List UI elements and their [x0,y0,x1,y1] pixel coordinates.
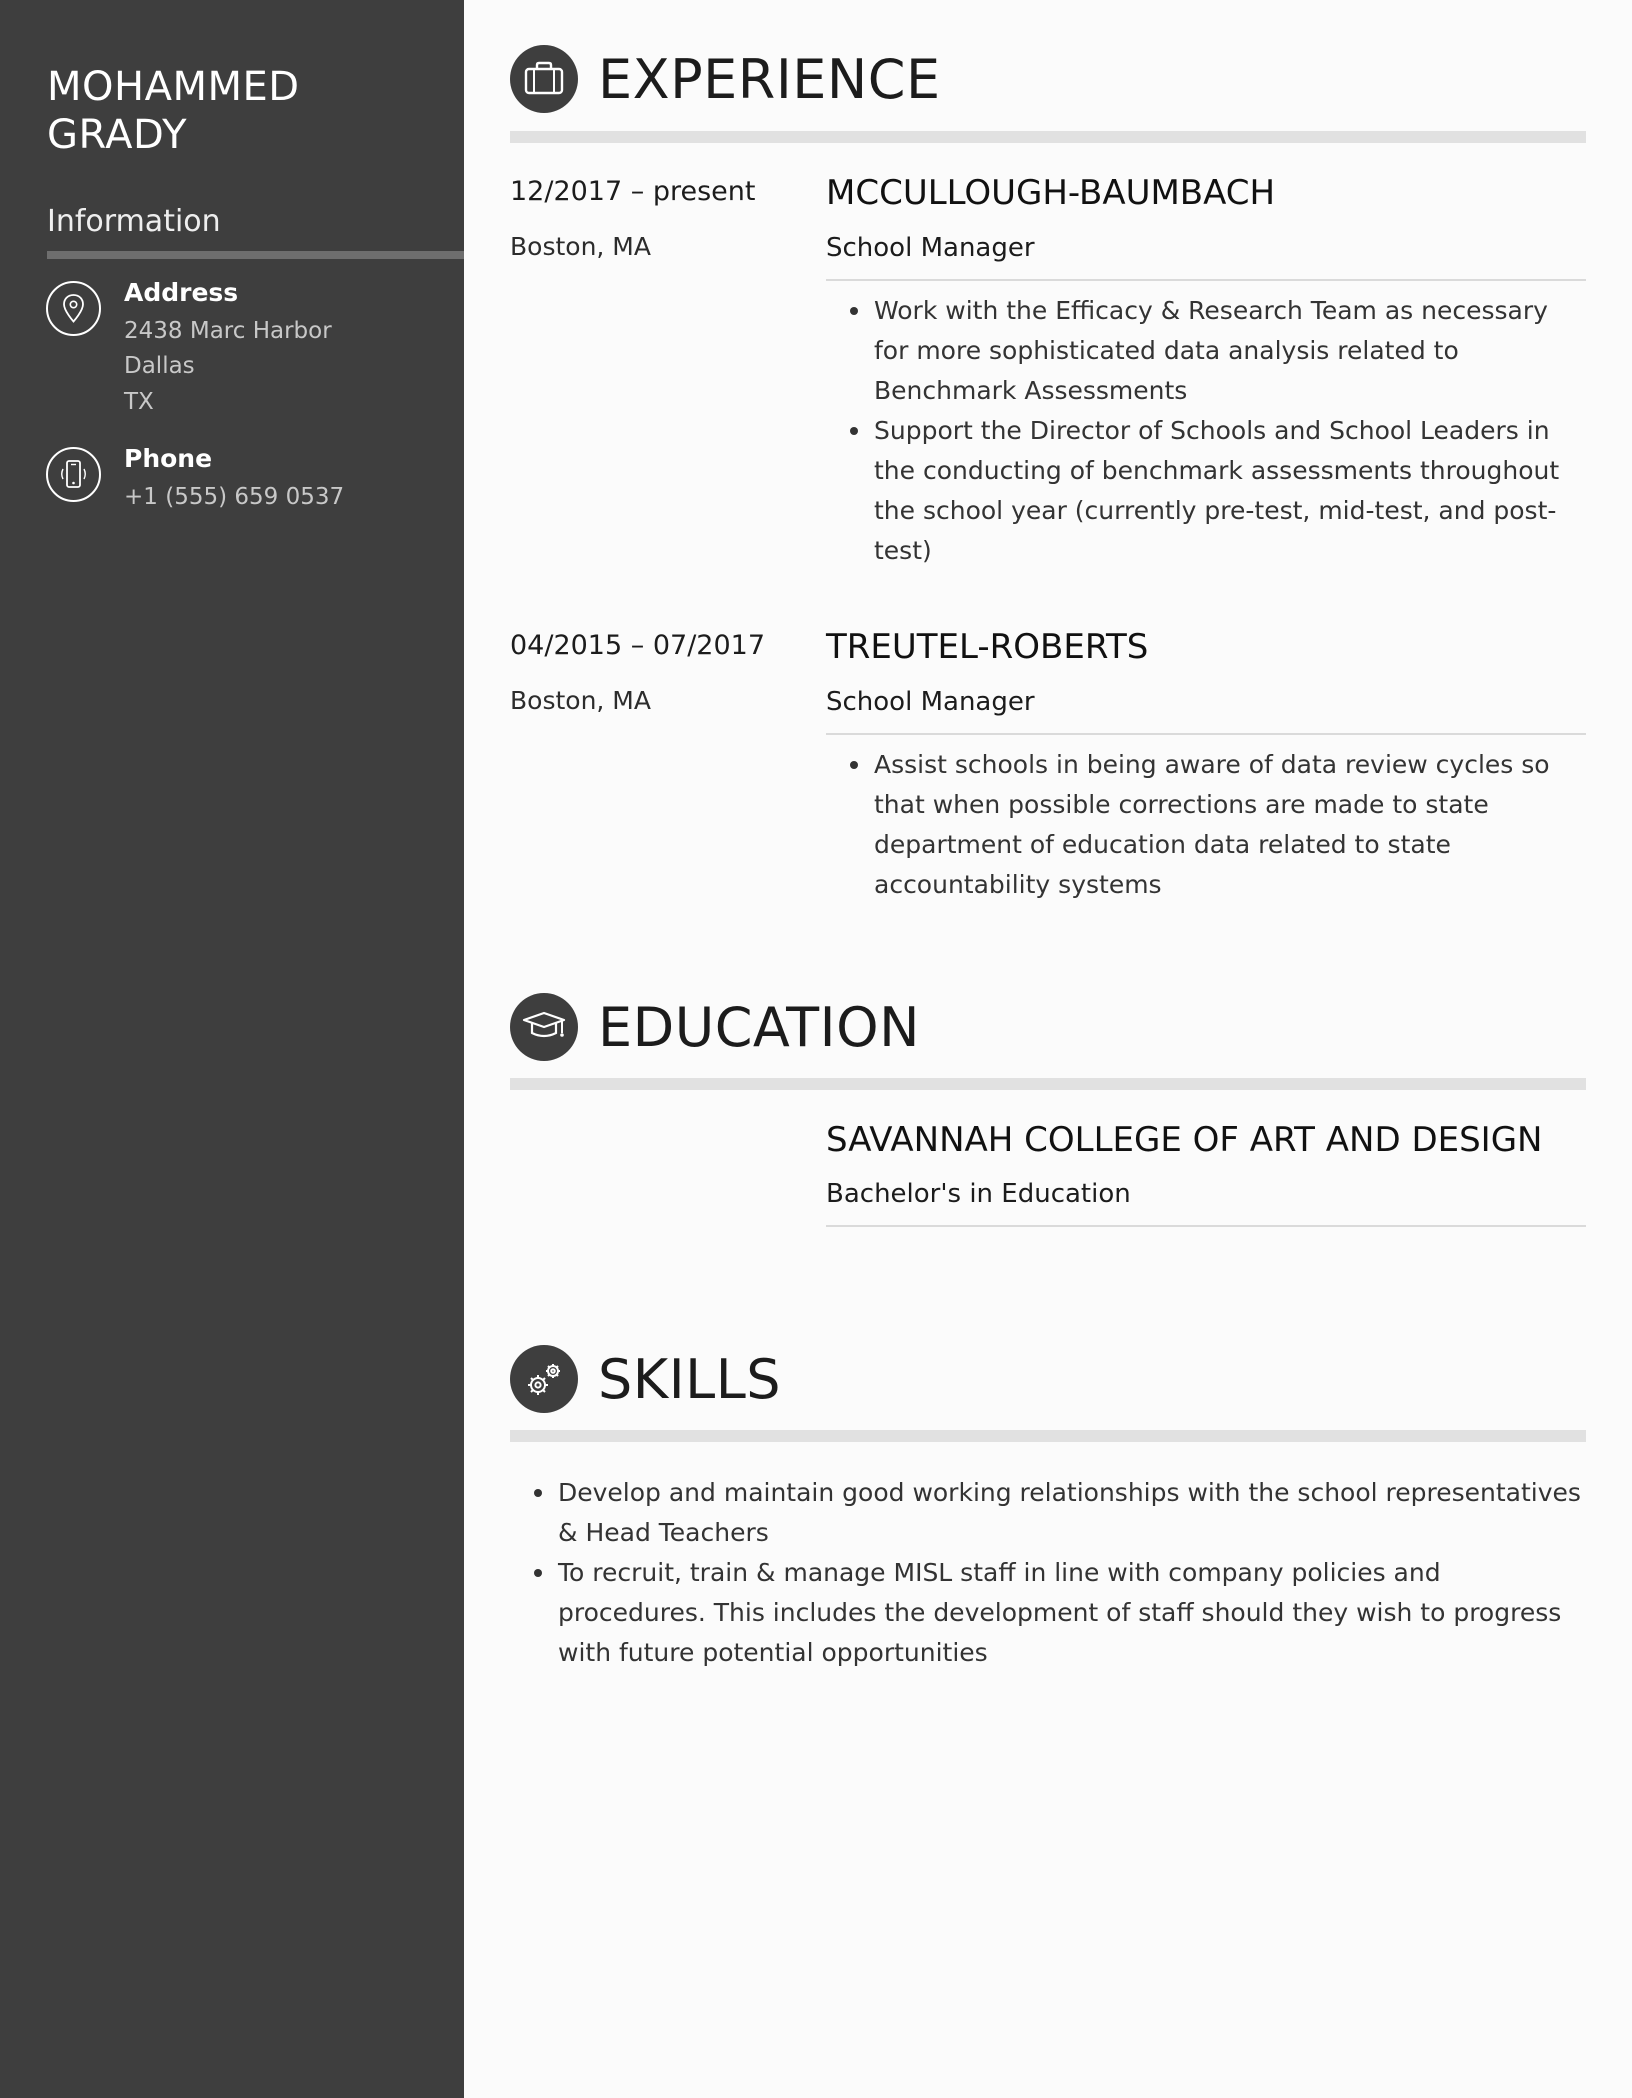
list-item: Assist schools in being aware of data review cycles so that when possible corrections are made to state department of education data related to state accountability systems [826,745,1586,905]
phone-label: Phone [124,444,213,473]
education-divider [510,1078,1586,1090]
name-first: MOHAMMED [47,64,300,110]
information-divider [47,251,464,259]
experience-2-location: Boston, MA [510,686,651,715]
gears-icon [510,1345,578,1413]
experience-2-dates: 04/2015 – 07/2017 [510,630,765,661]
list-item: Develop and maintain good working relationships with the school representatives & Head Teachers [510,1473,1586,1553]
skills-list [510,1473,1586,1673]
address-line-1: 2438 Marc Harbor [124,318,332,344]
education-1-degree: Bachelor's in Education [826,1179,1131,1209]
address-label: Address [124,278,239,307]
list-item: Support the Director of Schools and School Leaders in the conducting of benchmark assessments throughout the school year (currently pre-test, mid-test, and post-test) [826,411,1586,571]
experience-2-role: School Manager [826,687,1035,717]
address-line-2: Dallas [124,353,195,379]
education-1-school: SAVANNAH COLLEGE OF ART AND DESIGN [826,1120,1543,1160]
name-last: GRADY [47,112,188,158]
skills-title: SKILLS [598,1348,782,1411]
education-1-divider [826,1225,1586,1227]
experience-1-location: Boston, MA [510,232,651,261]
phone-value: +1 (555) 659 0537 [124,484,345,510]
experience-divider [510,131,1586,143]
map-pin-icon [46,281,101,336]
experience-2-bullets [826,745,1586,905]
list-item: Work with the Efficacy & Research Team as necessary for more sophisticated data analysis related to Benchmark Assessments [826,291,1586,411]
experience-1-dates: 12/2017 – present [510,176,756,207]
list-item: To recruit, train & manage MISL staff in line with company policies and procedures. This includes the development of staff should they wish to progress with future potential opportunities [510,1553,1586,1673]
experience-1-bullets [826,291,1586,571]
experience-1-role: School Manager [826,233,1035,263]
experience-1-divider [826,279,1586,281]
experience-title: EXPERIENCE [598,48,941,111]
experience-2-company: TREUTEL-ROBERTS [826,627,1149,667]
address-line-3: TX [124,389,154,415]
phone-icon [46,447,101,502]
information-heading: Information [47,204,221,239]
experience-1-company: MCCULLOUGH-BAUMBACH [826,173,1276,213]
education-title: EDUCATION [598,996,920,1059]
sidebar [0,0,464,2098]
experience-2-divider [826,733,1586,735]
graduation-cap-icon [510,993,578,1061]
skills-divider [510,1430,1586,1442]
briefcase-icon [510,45,578,113]
